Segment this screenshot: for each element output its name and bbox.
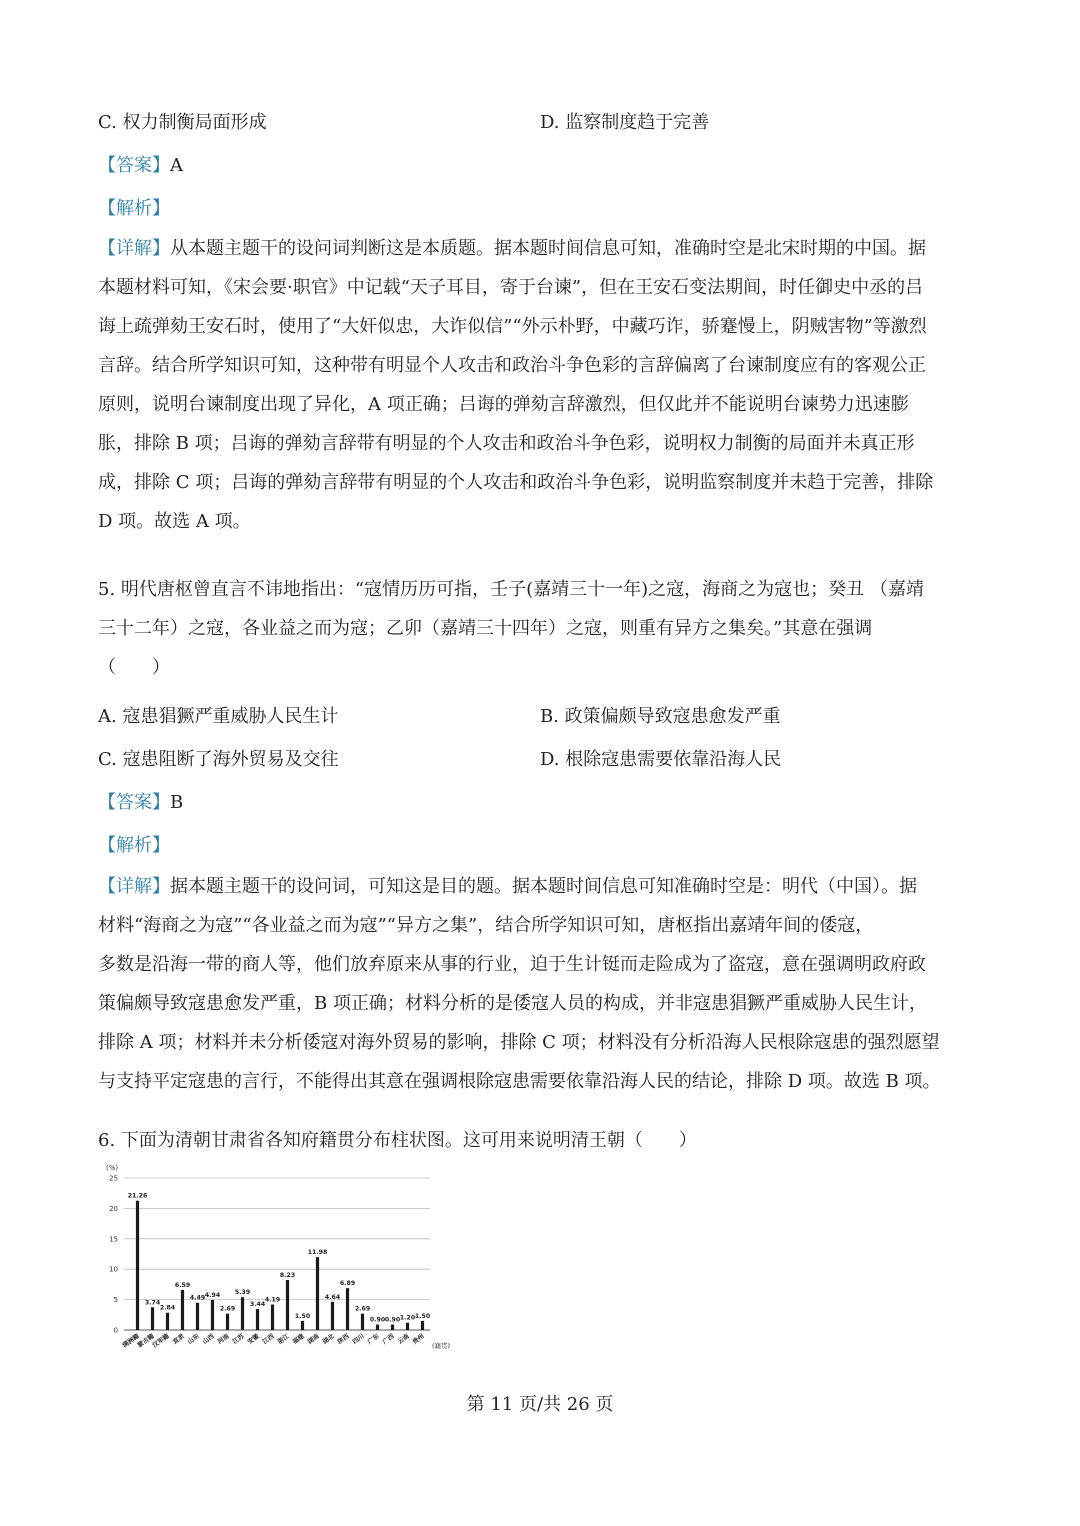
bar-山西 [211,1300,214,1330]
detail-line: 多数是沿海一带的商人等，他们放弃原来从事的行业，迫于生计铤而走险成为了盗寇，意在强调明政府政 [98,954,926,975]
data-label: 11.98 [307,1249,328,1257]
bar-河南 [226,1314,229,1330]
q5-option-a: A. 寇患猖獗严重威胁人民生计 [98,706,339,727]
x-tick-label: 广西 [381,1332,396,1346]
q4-answer [98,155,183,177]
x-tick-label: 山西 [201,1332,216,1346]
data-label: 2.69 [354,1305,371,1313]
x-tick-label: 蒙古籍 [136,1332,156,1350]
x-tick-label: 湖北 [321,1332,336,1346]
y-tick-label: 5 [113,1296,118,1305]
stem-line: （ ） [98,657,170,678]
bar-直隶 [181,1290,184,1330]
bar-福建 [301,1321,304,1330]
data-label: 8.23 [279,1271,296,1279]
data-label: 2.84 [159,1304,176,1312]
q4-analysis-tag: 【解析】 [98,198,170,219]
bar-汉军籍 [166,1313,169,1330]
x-axis-label: (籍贯) [432,1342,451,1350]
detail-line: 胀，排除 B 项；吕诲的弹劾言辞带有明显的个人攻击和政治斗争色彩，说明权力制衡的局面并未真正形 [98,433,915,454]
y-axis-label: (%) [106,1164,119,1172]
data-label: 3.44 [249,1301,266,1309]
bar-湖北 [331,1302,334,1330]
data-label: 4.19 [264,1296,281,1304]
x-tick-label: 云南 [396,1332,411,1346]
data-label: 21.26 [127,1192,148,1200]
bar-贵州 [421,1321,424,1330]
stem-line: 5. 明代唐枢曾直言不讳地指出：“寇情历历可指，壬子(嘉靖三十一年)之寇，海商之为寇也；癸丑 （嘉靖 [98,579,924,600]
detail-line: 原则，说明台谏制度出现了异化，A 项正确；吕诲的弹劾言辞激烈，但仅此并不能说明台谏势力迅速膨 [98,394,909,415]
bar-陕西 [346,1288,349,1330]
x-tick-label: 贵州 [411,1332,426,1346]
answer-tag: 【答案】 [98,155,170,176]
x-tick-label: 广东 [366,1332,381,1346]
q5-stem [98,570,978,687]
bar-浙江 [286,1280,289,1330]
data-label: 4.49 [189,1294,206,1302]
bar-山东 [196,1303,199,1330]
data-label: 1.50 [294,1312,311,1320]
x-tick-label: 河南 [216,1332,231,1346]
bar-江西 [271,1305,274,1330]
detail-line: 与支持平定寇患的言行，不能得出其意在强调根除寇患需要依靠沿海人民的结论，排除 D 项。故选 B 项。 [98,1071,941,1092]
y-tick-label: 15 [109,1235,118,1244]
y-tick-label: 20 [109,1204,118,1213]
q4-option-d: D. 监察制度趋于完善 [540,112,710,133]
bar-chart [100,1158,460,1363]
y-tick-label: 0 [113,1326,118,1335]
q5-option-b: B. 政策偏颇导致寇患愈发严重 [540,706,781,727]
q5-answer [98,792,183,814]
detail-line: 策偏颇导致寇患愈发严重，B 项正确；材料分析的是倭寇人员的构成，并非寇患猖獗严重威胁人民生计， [98,993,927,1014]
data-label: 6.59 [174,1281,191,1289]
bar-湖南 [316,1257,319,1330]
q5-analysis-tag: 【解析】 [98,835,170,856]
data-label: 0.90 [384,1316,401,1324]
q5-option-d: D. 根除寇患需要依靠沿海人民 [540,749,782,770]
detail-line: 诲上疏弹劾王安石时，使用了“大奸似忠，大诈似信”“外示朴野，中藏巧诈，骄蹇慢上，阴贼害物”等激烈 [98,316,927,337]
data-label: 4.94 [204,1291,221,1299]
q5-option-c: C. 寇患阻断了海外贸易及交往 [98,749,339,770]
detail-line: 【详解】从本题主题干的设问词判断这是本质题。据本题时间信息可知，准确时空是北宋时期的中国。据 [98,238,926,259]
data-label: 2.69 [219,1305,236,1313]
q4-option-c: C. 权力制衡局面形成 [98,112,267,133]
data-label: 6.89 [339,1280,356,1288]
y-tick-label: 25 [109,1174,118,1183]
x-tick-label: 湖南 [306,1332,321,1346]
detail-line: D 项。故选 A 项。 [98,511,251,532]
bar-广西 [391,1325,394,1330]
data-label: 3.74 [144,1299,161,1307]
answer-value: A [170,155,183,176]
stem-line: 三十二年）之寇，各业益之而为寇；乙卯（嘉靖三十四年）之寇，则重有异方之集矣。”其意在强调 [98,618,873,639]
bar-四川 [361,1314,364,1330]
x-tick-label: 安徽 [246,1332,261,1346]
x-tick-label: 陕西 [336,1332,351,1346]
x-tick-label: 江苏 [231,1332,246,1346]
x-tick-label: 山东 [186,1332,201,1346]
x-tick-label: 福建 [291,1332,306,1346]
bar-满洲籍 [136,1201,139,1330]
x-tick-label: 满洲籍 [121,1332,141,1350]
data-label: 1.50 [414,1312,431,1320]
x-tick-label: 汉军籍 [151,1332,171,1350]
bar-安徽 [256,1309,259,1330]
data-label: 1.20 [399,1314,416,1322]
q5-detail [98,867,978,1101]
data-label: 4.64 [324,1293,341,1301]
page-footer: 第 11 页/共 26 页 [466,1394,614,1415]
q6-stem: 6. 下面为清朝甘肃省各知府籍贯分布柱状图。这可用来说明清王朝（ ） [98,1130,697,1151]
answer-tag: 【答案】 [98,792,170,813]
bar-蒙古籍 [151,1307,154,1330]
bar-云南 [406,1323,409,1330]
detail-tag: 【详解】 [98,238,170,259]
q4-detail [98,229,978,541]
answer-value: B [170,792,184,813]
x-tick-label: 浙江 [276,1332,291,1346]
detail-tag: 【详解】 [98,876,170,897]
bar-广东 [376,1325,379,1330]
detail-line: 成，排除 C 项；吕诲的弹劾言辞带有明显的个人攻击和政治斗争色彩，说明监察制度并未趋于完善，排除 [98,472,934,493]
detail-line: 排除 A 项；材料并未分析倭寇对海外贸易的影响，排除 C 项；材料没有分析沿海人民根除寇患的强烈愿望 [98,1032,940,1053]
x-tick-label: 直隶 [171,1332,186,1346]
x-tick-label: 四川 [351,1332,366,1346]
bar-江苏 [241,1297,244,1330]
data-label: 5.39 [234,1289,251,1297]
x-tick-label: 江西 [261,1332,276,1346]
data-label: 0.90 [369,1316,386,1324]
y-tick-label: 10 [109,1265,118,1274]
detail-line: 材料“海商之为寇”“各业益之而为寇”“异方之集”，结合所学知识可知，唐枢指出嘉靖年间的倭寇， [98,915,874,936]
detail-line: 言辞。结合所学知识可知，这种带有明显个人攻击和政治斗争色彩的言辞偏离了台谏制度应有的客观公正 [98,355,926,376]
detail-line: 本题材料可知，《宋会要·职官》中记载“天子耳目，寄于台谏”，但在王安石变法期间，时任御史中丞的吕 [98,277,924,298]
detail-line: 【详解】据本题主题干的设问词，可知这是目的题。据本题时间信息可知准确时空是：明代（中国）。据 [98,876,917,897]
